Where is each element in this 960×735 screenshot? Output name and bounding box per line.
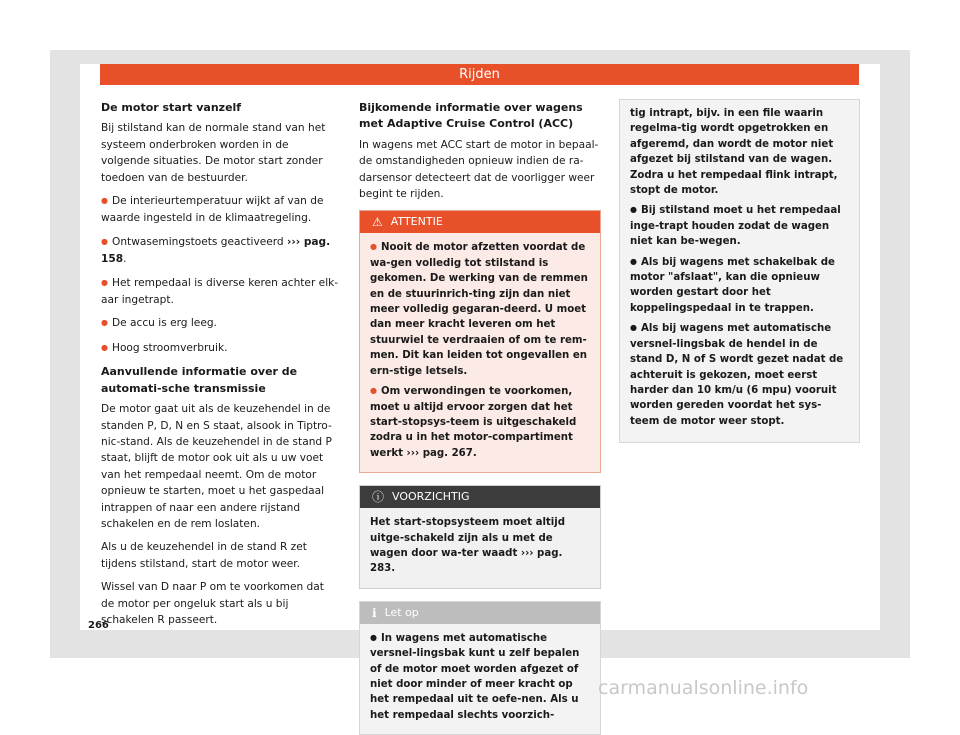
caution-box-title: VOORZICHTIG [392, 490, 470, 504]
section-header: Rijden [100, 64, 859, 85]
warning-box-title: ATTENTIE [390, 215, 443, 229]
paragraph: De motor gaat uit als de keuzehendel in de standen P, D, N en S staat, alsook in Tiptro-nic-stand. Als de keuzehendel in de stand P staat, blijft de motor ook uit als u uw voet van het rempedaal neemt. Om de motor opnieuw te starten, moet u het gaspedaal intrappen of naar een andere rijstand schakelen en de rem loslaten. [101, 403, 332, 530]
note-box-title: Let op [384, 605, 419, 619]
caution-box-header [360, 486, 600, 508]
note-box-continued [619, 99, 860, 443]
column-left [101, 100, 339, 635]
paragraph: In wagens met ACC start de motor in bepaal-de omstandigheden opnieuw indien de ra-darsensor detecteert dat de voorligger weer begint te rijden. [359, 138, 599, 201]
caution-text: Het start-stopsysteem moet altijd uitge-schakeld zijn als u met de wagen door wa-ter waadt ››› pag. 283. [370, 517, 566, 575]
column-middle [359, 100, 601, 735]
note-box-body [360, 624, 600, 734]
bullet-item: ● Hoog stroomverbruik. [101, 340, 339, 357]
note-box [359, 601, 601, 735]
page-link[interactable]: ››› pag. 158 [101, 235, 331, 266]
warning-box-header [360, 211, 600, 233]
note-box-header [360, 602, 600, 624]
caution-circle-icon: ⓘ [372, 490, 385, 505]
bullet-item: ● De accu is erg leeg. [101, 315, 339, 332]
heading-automatic-transmission: Aanvullende informatie over de automati-sche transmissie [101, 365, 298, 395]
warning-triangle-icon: ⚠ [372, 215, 383, 230]
bullet-item: ● Het rempedaal is diverse keren achter elk-aar ingetrapt. [101, 275, 339, 309]
warning-bullet: ● Om verwondingen te voorkomen, moet u altijd ervoor zorgen dat het start-stopsys-teem is uitgeschakeld zodra u in het motor-compartiment werkt ››› pag. 267. [370, 384, 590, 461]
note-bullet: ● Als bij wagens met automatische versnel-lingsbak de hendel in de stand D, N of S wordt gezet nadat de achteruit is gekozen, moet eerst harder dan 10 km/u (6 mpu) vooruit worden gereden voordat het sys-teem de motor weer stopt. [630, 321, 849, 429]
note-text: tig intrapt, bijv. in een file waarin regelma-tig wordt opgetrokken en afgeremd, dan wordt de motor niet afgezet bij stilstand van de wagen. Zodra u het rempedaal flink intrapt, stopt de motor. [630, 108, 838, 197]
paragraph: Bij stilstand kan de normale stand van het systeem onderbroken worden in de volgende situaties. De motor start zonder toedoen van de bestuurder. [101, 122, 326, 184]
info-icon: ℹ [372, 605, 377, 620]
note-bullet: ● Bij stilstand moet u het rempedaal inge-trapt houden zodat de wagen niet kan be-wegen. [630, 203, 849, 249]
bullet-item: ● De interieurtemperatuur wijkt af van de waarde ingesteld in de klimaatregeling. [101, 193, 339, 227]
page-link[interactable]: ››› pag. 267. [406, 447, 477, 459]
page-link[interactable]: ››› pag. 283. [370, 547, 563, 575]
column-right [619, 99, 860, 443]
warning-box [359, 210, 601, 473]
page-number: 266 [88, 620, 109, 631]
note-bullet: ● Als bij wagens met schakelbak de motor "afslaat", kan die opnieuw worden gestart door het koppelingspedaal in te trappen. [630, 255, 849, 317]
caution-box [359, 485, 601, 589]
heading-motor-start: De motor start vanzelf [101, 101, 242, 114]
caution-box-body [360, 508, 600, 588]
warning-box-body [360, 233, 600, 472]
heading-acc: Bijkomende informatie over wagens met Adaptive Cruise Control (ACC) [359, 101, 583, 131]
paragraph: Als u de keuzehendel in de stand R zet tijdens stilstand, start de motor weer. [101, 541, 307, 570]
note-bullet: ● In wagens met automatische versnel-lingsbak kunt u zelf bepalen of de motor moet worden afgezet of niet door minder of meer kracht op het rempedaal uit te oefe-nen. Als u het rempedaal slechts voorzich- [370, 631, 590, 723]
paragraph: Wissel van D naar P om te voorkomen dat de motor per ongeluk start als u bij schakelen R passeert. [101, 581, 324, 626]
warning-bullet: ● Nooit de motor afzetten voordat de wa-gen volledig tot stilstand is gekomen. De werking van de remmen en de stuurinrich-ting zijn dan niet meer volledig gegaran-deerd. U moet dan meer kracht leveren om het stuurwiel te verdraaien of om te rem-men. Dit kan leiden tot ongevallen en ern-stige letsels. [370, 240, 590, 379]
watermark: carmanualsonline.info [598, 677, 809, 699]
bullet-item: ● Ontwasemingstoets geactiveerd ››› pag. 158. [101, 234, 339, 268]
